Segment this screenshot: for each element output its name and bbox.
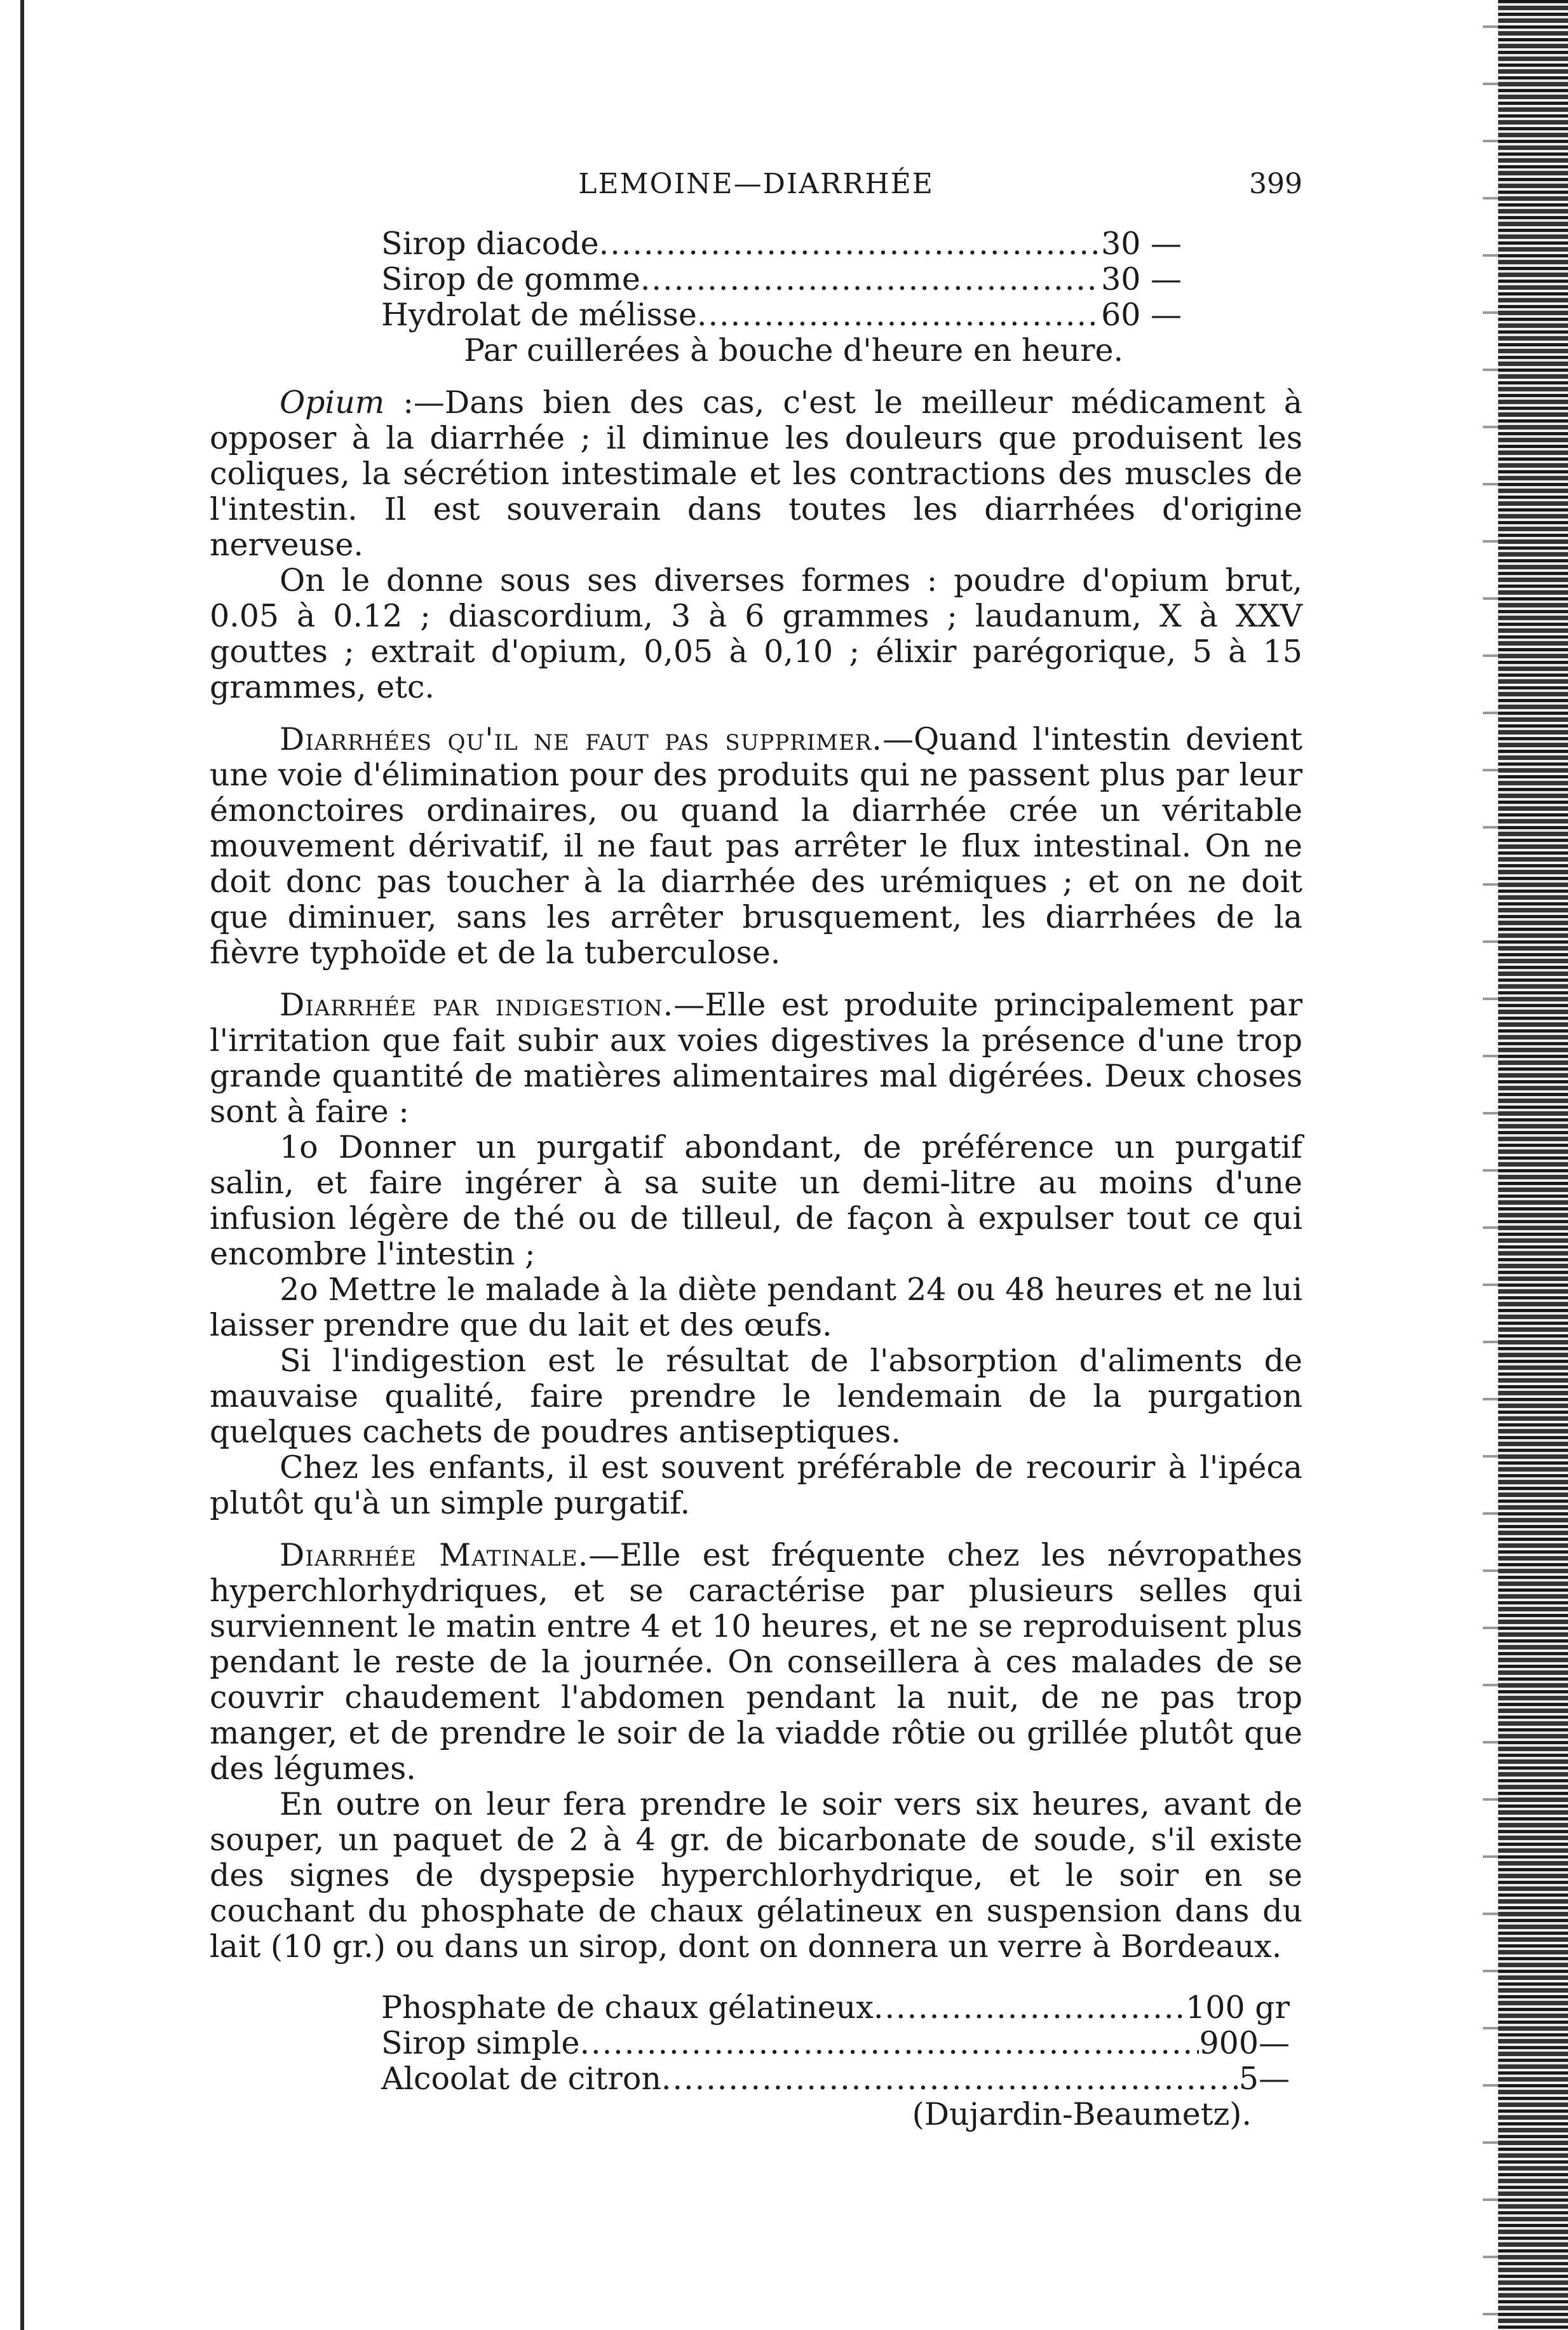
- non-suppress-paragraph: [210, 722, 1302, 971]
- book-edge: [1498, 0, 1568, 2330]
- bad-food-paragraph: Si l'indigestion est le résultat de l'absorption d'aliments de mauvaise qualité, faire prendre le lendemain de la purgation quelques cachets de poudres antiseptiques.: [210, 1343, 1302, 1450]
- section-heading: Diarrhée par indigestion.: [280, 987, 674, 1023]
- ingredient-qty: 30 —: [1101, 261, 1182, 297]
- dose-instruction: Par cuillerées à bouche d'heure en heure.: [464, 332, 1124, 369]
- opium-text: :—Dans bien des cas, c'est le meilleur médicament à opposer à la diarrhée ; il diminue les douleurs que produisent les coliques, la sécrétion intestimale et les contractions des muscles de l'intestin. Il est souverain dans toutes les diarrhées d'origine nerveuse.: [210, 384, 1302, 563]
- leader-dots: [579, 2026, 1199, 2061]
- opium-forms-paragraph: On le donne sous ses diverses formes : poudre d'opium brut, 0.05 à 0.12 ; diascordium, 3 à 6 grammes ; laudanum, X à XXV gouttes ; extrait d'opium, 0,05 à 0,10 ; élixir parégorique, 5 à 15 grammes, etc.: [210, 562, 1302, 705]
- prescription-1: [381, 226, 1182, 333]
- children-paragraph: Chez les enfants, il est souvent préférable de recourir à l'ipéca plutôt qu'à un simple purgatif.: [210, 1449, 1302, 1521]
- ingredient-name: Hydrolat de mélisse: [381, 297, 697, 333]
- prescription-row: [381, 262, 1182, 297]
- leader-dots: [640, 262, 1101, 297]
- prescription-row: [381, 1990, 1290, 2026]
- ingredient-qty: 5—: [1238, 2061, 1290, 2097]
- section-text: —Elle est produite principalement par l'irritation que fait subir aux voies digestives la présence d'une trop grande quantité de matières alimentaires mal digérées. Deux choses sont à faire :: [210, 987, 1302, 1130]
- page-header: [210, 166, 1302, 217]
- opium-paragraph: [210, 385, 1302, 563]
- prescription-row: [381, 2026, 1290, 2061]
- opium-heading: Opium: [280, 384, 385, 421]
- ingredient-name: Sirop simple: [381, 2025, 580, 2061]
- ingredient-qty: 60 —: [1101, 297, 1182, 333]
- leader-dots: [599, 226, 1101, 262]
- prescription-row: [381, 2061, 1290, 2097]
- running-title: LEMOINE—DIARRHÉE: [578, 168, 934, 200]
- leader-dots: [697, 297, 1101, 333]
- binding-shadow: [1483, 0, 1498, 2330]
- matinale-more-paragraph: En outre on leur fera prendre le soir vers six heures, avant de souper, un paquet de 2 à 4 gr. de bicarbonate de soude, s'il existe des signes de dyspepsie hyperchlorhydrique, et le soir en se couchant du phosphate de chaux gélatineux en suspension dans du lait (10 gr.) ou dans un sirop, dont on donnera un verre à Bordeaux.: [210, 1786, 1302, 1965]
- signature-attribution: (Dujardin-Beaumetz).: [912, 2096, 1252, 2132]
- ingredient-qty: 30 —: [1101, 226, 1182, 262]
- indigestion-step-2: 2o Mettre le malade à la diète pendant 24 ou 48 heures et ne lui laisser prendre que du lait et des œufs.: [210, 1271, 1302, 1343]
- section-text: —Elle est fréquente chez les névropathes hyperchlorhydriques, et se caractérise par plusieurs selles qui surviennent le matin entre 4 et 10 heures, et ne se reproduisent plus pendant le reste de la journée. On conseillera à ces malades de se couvrir chaudement l'abdomen pendant la nuit, de ne pas trop manger, et de prendre le soir de la viadde rôtie ou grillée plutôt que des légumes.: [210, 1537, 1302, 1787]
- book-page: [210, 166, 1302, 2132]
- section-heading: Diarrhées qu'il ne faut pas supprimer.: [280, 721, 882, 757]
- matinale-paragraph: [210, 1538, 1302, 1787]
- leader-dots: [874, 1990, 1186, 2026]
- page-number: 399: [1249, 168, 1302, 200]
- indigestion-paragraph: [210, 987, 1302, 1130]
- ingredient-qty: 100 gr: [1186, 1989, 1290, 2026]
- ingredient-qty: 900—: [1199, 2025, 1290, 2061]
- ingredient-name: Phosphate de chaux gélatineux: [381, 1989, 874, 2026]
- section-text: —Quand l'intestin devient une voie d'élimination pour des produits qui ne passent plus par leur émonctoires ordinaires, ou quand la diarrhée crée un véritable mouvement dérivatif, il ne faut pas arrêter le flux intestinal. On ne doit donc pas toucher à la diarrhée des urémiques ; et on ne doit que diminuer, sans les arrêter brusquement, les diarrhées de la fièvre typhoïde et de la tuberculose.: [210, 721, 1302, 971]
- ingredient-name: Sirop de gomme: [381, 261, 640, 297]
- indigestion-step-1: 1o Donner un purgatif abondant, de préférence un purgatif salin, et faire ingérer à sa suite un demi-litre au moins d'une infusion légère de thé ou de tilleul, de façon à expulser tout ce qui encombre l'intestin ;: [210, 1129, 1302, 1272]
- leader-dots: [661, 2061, 1239, 2097]
- prescription-row: [381, 297, 1182, 333]
- ingredient-name: Alcoolat de citron: [381, 2061, 661, 2097]
- ingredient-name: Sirop diacode: [381, 226, 599, 262]
- prescription-row: [381, 226, 1182, 262]
- prescription-2: [381, 1990, 1290, 2132]
- section-heading: Diarrhée Matinale.: [280, 1537, 589, 1573]
- page-gutter-rule: [20, 0, 24, 2330]
